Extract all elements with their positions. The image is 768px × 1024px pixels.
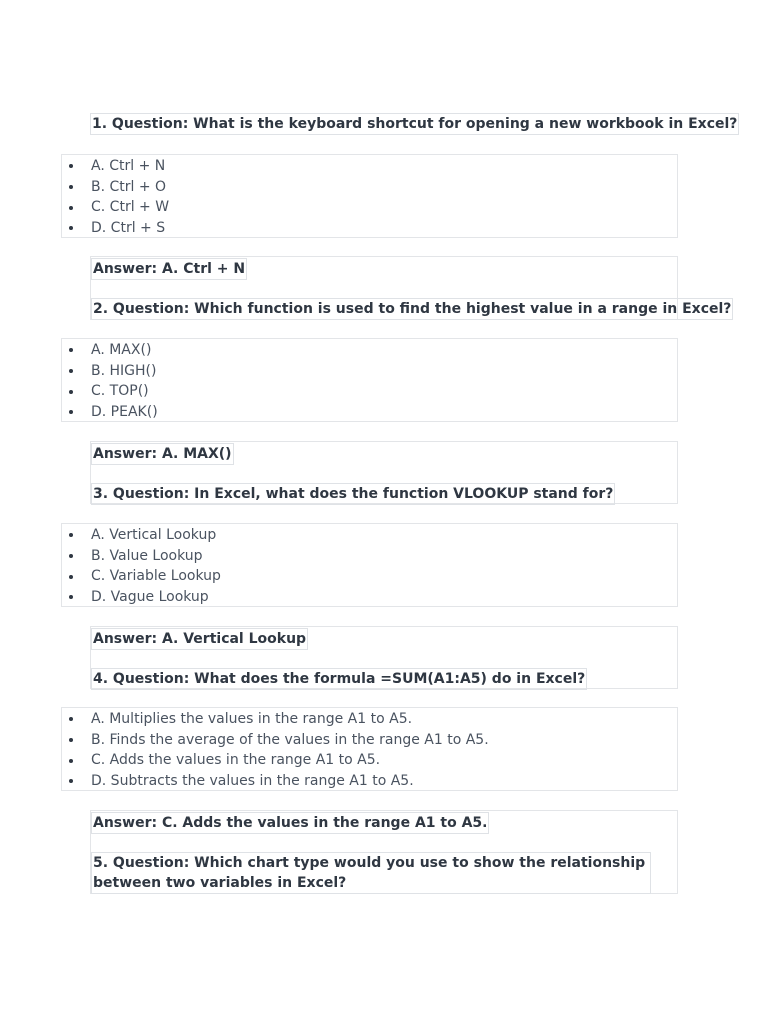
- answer-4-question-5-block: [90, 810, 678, 894]
- bullet-icon: [69, 348, 73, 352]
- bullet-icon: [69, 206, 73, 210]
- question-2-text: 2. Question: Which function is used to find the highest value in a range in Excel?: [91, 298, 733, 320]
- option-item: C. Ctrl + W: [91, 199, 170, 215]
- bullet-icon: [69, 595, 73, 599]
- bullet-icon: [69, 164, 73, 168]
- question-2-options: [61, 338, 678, 422]
- question-4-options: [61, 707, 678, 791]
- option-item: A. Multiplies the values in the range A1 to A5.: [91, 711, 413, 727]
- question-3-text: 3. Question: In Excel, what does the function VLOOKUP stand for?: [91, 483, 615, 505]
- option-item: C. Variable Lookup: [91, 568, 221, 584]
- option-item: D. Vague Lookup: [91, 589, 209, 605]
- bullet-icon: [69, 410, 73, 414]
- bullet-icon: [69, 226, 73, 230]
- option-item: D. PEAK(): [91, 404, 158, 420]
- question-1-options: [61, 154, 678, 238]
- bullet-icon: [69, 390, 73, 394]
- bullet-icon: [69, 779, 73, 783]
- option-item: C. TOP(): [91, 383, 149, 399]
- question-1-text: 1. Question: What is the keyboard shortcut for opening a new workbook in Excel?: [90, 113, 739, 135]
- option-item: B. Value Lookup: [91, 548, 203, 564]
- option-item: B. Finds the average of the values in the range A1 to A5.: [91, 732, 489, 748]
- bullet-icon: [69, 717, 73, 721]
- question-5-text: 5. Question: Which chart type would you use to show the relationship between two variables in Excel?: [91, 852, 651, 894]
- answer-3-question-4-block: [90, 626, 678, 689]
- answer-2-question-3-block: [90, 441, 678, 504]
- option-item: A. MAX(): [91, 342, 152, 358]
- option-item: B. HIGH(): [91, 363, 157, 379]
- question-4-text: 4. Question: What does the formula =SUM(A1:A5) do in Excel?: [91, 668, 587, 690]
- answer-4-text: Answer: C. Adds the values in the range A1 to A5.: [91, 812, 489, 834]
- bullet-icon: [69, 738, 73, 742]
- option-item: A. Vertical Lookup: [91, 527, 217, 543]
- bullet-icon: [69, 533, 73, 537]
- question-3-options: [61, 523, 678, 607]
- answer-2-text: Answer: A. MAX(): [91, 443, 234, 465]
- option-item: C. Adds the values in the range A1 to A5.: [91, 752, 381, 768]
- option-item: D. Subtracts the values in the range A1 to A5.: [91, 773, 414, 789]
- question-1-block: [90, 113, 738, 135]
- bullet-icon: [69, 185, 73, 189]
- bullet-icon: [69, 759, 73, 763]
- answer-1-question-2-block: [90, 256, 732, 320]
- option-item: A. Ctrl + N: [91, 158, 166, 174]
- option-item: D. Ctrl + S: [91, 220, 166, 236]
- answer-3-text: Answer: A. Vertical Lookup: [91, 628, 308, 650]
- bullet-icon: [69, 554, 73, 558]
- answer-1-text: Answer: A. Ctrl + N: [91, 258, 247, 280]
- option-item: B. Ctrl + O: [91, 179, 167, 195]
- bullet-icon: [69, 369, 73, 373]
- bullet-icon: [69, 575, 73, 579]
